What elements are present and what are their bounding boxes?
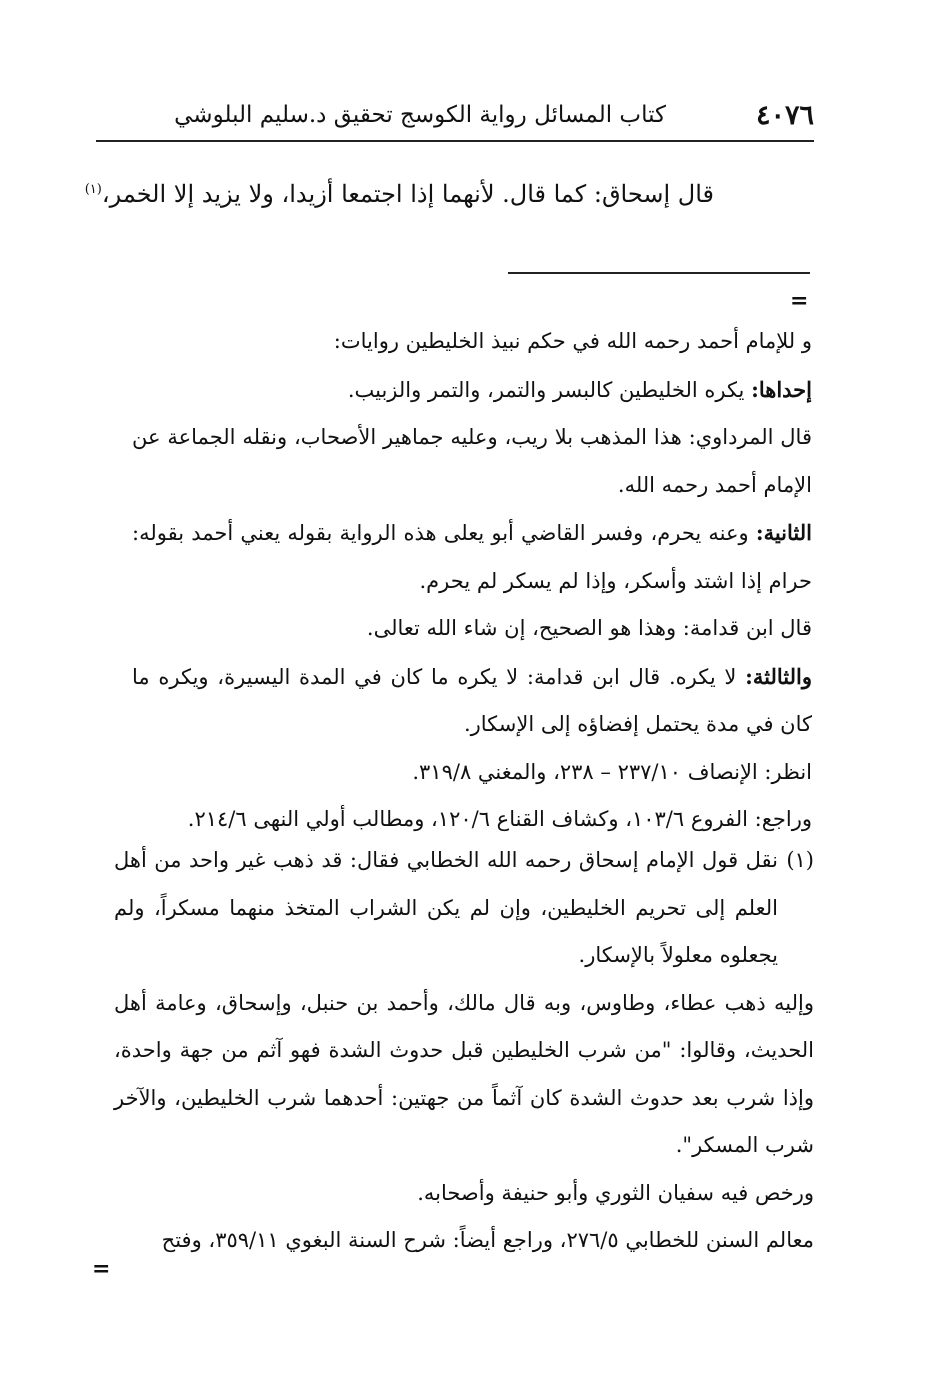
- label-third: والثالثة:: [745, 663, 812, 689]
- text-second: وعنه يحرم، وفسر القاضي أبو يعلى هذه الرواية بقوله يعني أحمد بقوله: حرام إذا اشتد وأسكر، وإذا لم يسكر لم يحرم.: [132, 521, 812, 593]
- fn-third-narration: [132, 653, 812, 749]
- fn1-p4: معالم السنن للخطابي ٢٧٦/٥، وراجع أيضاً: شرح السنة البغوي ٣٥٩/١١، وفتح: [161, 1228, 814, 1252]
- main-text-body: قال إسحاق: كما قال. لأنهما إذا اجتمعا أزيدا، ولا يزيد إلا الخمر،: [101, 180, 714, 208]
- fn1-p1: نقل قول الإمام إسحاق رحمه الله الخطابي فقال: قد ذهب غير واحد من أهل العلم إلى تحريم الخليطين، وإن لم يكن الشراب المتخذ منهما مسكراً، ولم يجعلوه معلولاً بالإسكار.: [114, 848, 778, 967]
- fn-ref-2: وراجع: الفروع ١٠٣/٦، وكشاف القناع ١٢٠/٦، ومطالب أولي النهى ٢١٤/٦.: [187, 807, 812, 831]
- fn1-p3: ورخص فيه سفيان الثوري وأبو حنيفة وأصحابه.: [417, 1180, 814, 1205]
- fn-ref-1: انظر: الإنصاف ٢٣٧/١٠ – ٢٣٨، والمغني ٣١٩/٨.: [412, 759, 812, 784]
- fn1-first-paragraph: [114, 837, 814, 980]
- fn-mardawi: قال المرداوي: هذا المذهب بلا ريب، وعليه جماهير الأصحاب، ونقله الجماعة عن الإمام أحمد رحمه الله.: [132, 425, 812, 497]
- label-first: إحداها:: [751, 376, 812, 402]
- label-second: الثانية:: [755, 520, 812, 545]
- footnote-separator: [508, 272, 810, 274]
- fn-first-narration: [132, 366, 812, 415]
- page-header: [96, 98, 814, 138]
- fn-intro: و للإمام أحمد رحمه الله في حكم نبيذ الخليطين روايات:: [333, 329, 812, 353]
- fn-ibn-qudama: قال ابن قدامة: وهذا هو الصحيح، إن شاء الله تعالى.: [366, 616, 812, 640]
- header-rule: [96, 140, 814, 142]
- fn1-number: (١): [786, 848, 814, 872]
- running-title: كتاب المسائل رواية الكوسج تحقيق د.سليم البلوشي: [174, 102, 666, 128]
- text-first: يكره الخليطين كالبسر والتمر، والتمر والزبيب.: [347, 377, 745, 402]
- fn1-p2: وإليه ذهب عطاء، وطاوس، وبه قال مالك، وأحمد بن حنبل، وإسحاق، وعامة أهل الحديث، وقالوا: "من شرب الخليطين قبل حدوث الشدة فهو آثم من جهة واحدة، وإذا شرب بعد حدوث الشدة كان آثماً من جهتين: أحدهما شرب الخليطين، والآخر شرب المسكر".: [114, 990, 814, 1157]
- page-number: ٤٠٧٦: [755, 100, 814, 131]
- footnote-continued: [132, 318, 812, 844]
- continuation-mark-top: =: [790, 288, 809, 314]
- footnote-1: [114, 837, 814, 1265]
- fn-second-narration: [132, 509, 812, 605]
- main-text: [85, 180, 714, 208]
- continuation-mark-bottom: =: [92, 1256, 111, 1282]
- footnote-ref: (١): [84, 182, 102, 197]
- text-third: لا يكره. قال ابن قدامة: لا يكره ما كان في المدة اليسيرة، ويكره ما كان في مدة يحتمل إفضاؤه إلى الإسكار.: [132, 664, 812, 736]
